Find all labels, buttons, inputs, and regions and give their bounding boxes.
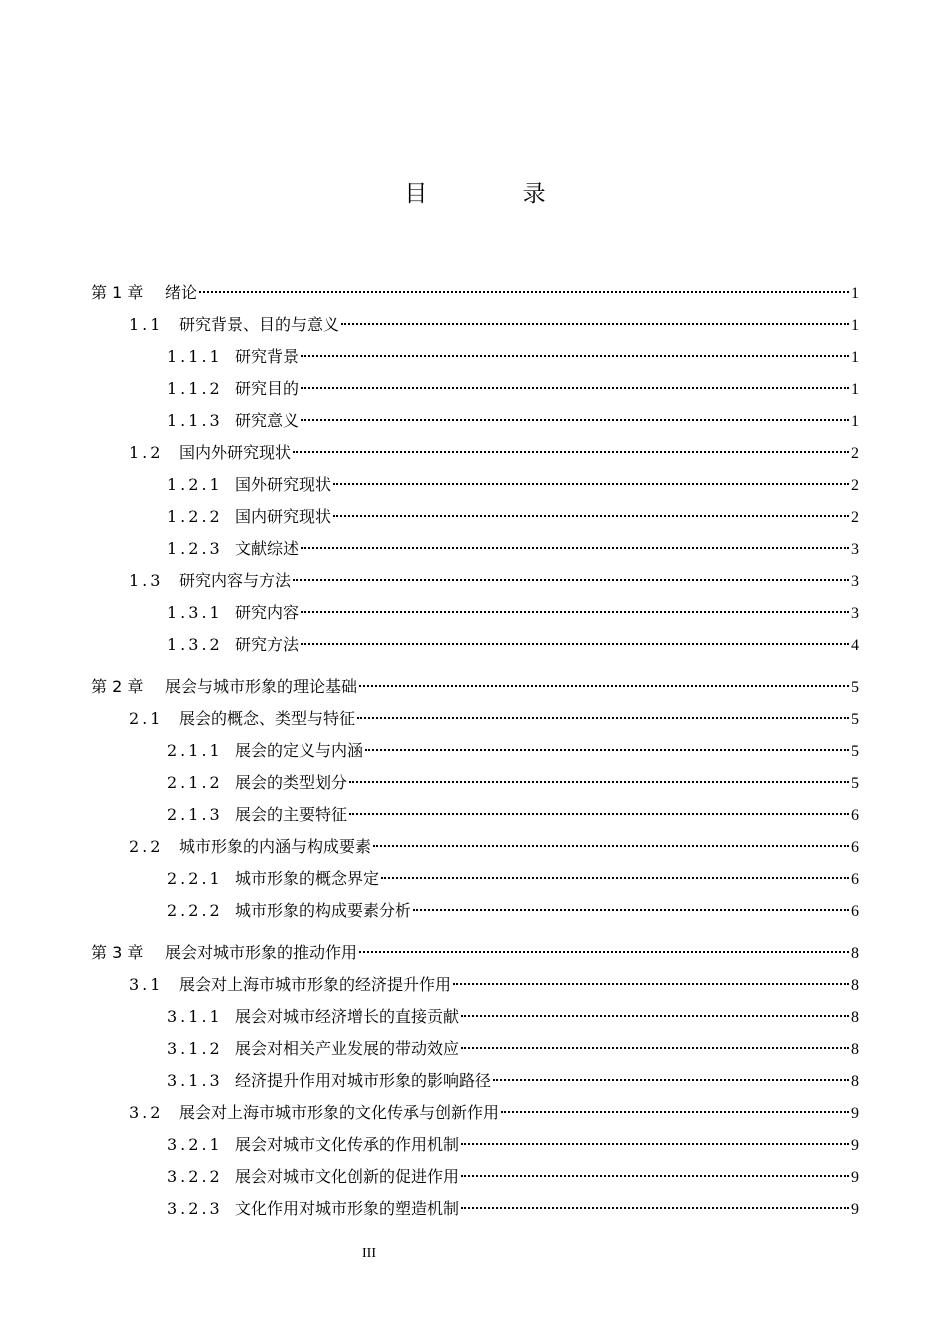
toc-subsection-entry[interactable] (91, 597, 859, 629)
toc-entry-number: 3.1.1 (167, 1007, 223, 1026)
toc-dot-leader (501, 1111, 849, 1113)
toc-dot-leader (301, 355, 849, 357)
toc-entry-number: 1.2.2 (167, 507, 223, 526)
toc-entry-title: 国外研究现状 (235, 475, 332, 494)
toc-dot-leader (301, 611, 849, 613)
toc-entry-page: 5 (851, 711, 859, 728)
toc-dot-leader (301, 419, 849, 421)
toc-subsection-entry[interactable] (91, 629, 859, 661)
toc-subsection-entry[interactable] (91, 469, 859, 501)
toc-entry-page: 9 (851, 1105, 859, 1122)
toc-subsection-entry[interactable] (91, 1193, 859, 1225)
toc-dot-leader (293, 451, 849, 453)
toc-dot-leader (301, 387, 849, 389)
toc-entry-number: 1.1 (129, 315, 164, 334)
toc-entry-title: 研究内容与方法 (179, 571, 292, 590)
table-of-contents (91, 277, 859, 1225)
toc-chapter-entry[interactable] (91, 937, 859, 969)
page-number: III (362, 1246, 376, 1261)
toc-dot-leader (349, 781, 849, 783)
toc-entry-number: 2.2 (129, 837, 164, 856)
toc-subsection-entry[interactable] (91, 767, 859, 799)
toc-entry-page: 8 (851, 1041, 859, 1058)
toc-dot-leader (453, 983, 849, 985)
toc-entry-page: 2 (851, 445, 859, 462)
toc-entry-title: 展会对上海市城市形象的文化传承与创新作用 (179, 1103, 500, 1122)
toc-section-entry[interactable] (91, 969, 859, 1001)
toc-dot-leader (301, 643, 849, 645)
toc-entry-number: 3.2.2 (167, 1167, 223, 1186)
toc-entry-title: 研究方法 (235, 635, 300, 654)
toc-entry-title: 展会对城市文化传承的作用机制 (235, 1135, 460, 1154)
toc-entry-page: 6 (851, 807, 859, 824)
toc-entry-page: 6 (851, 903, 859, 920)
toc-subsection-entry[interactable] (91, 501, 859, 533)
toc-entry-title: 研究目的 (235, 379, 300, 398)
toc-subsection-entry[interactable] (91, 373, 859, 405)
toc-entry-page: 2 (851, 509, 859, 526)
toc-dot-leader (293, 579, 849, 581)
toc-entry-title: 城市形象的构成要素分析 (235, 901, 412, 920)
toc-entry-number: 1.1.3 (167, 411, 223, 430)
toc-entry-page: 4 (851, 637, 859, 654)
toc-chapter-entry[interactable] (91, 277, 859, 309)
toc-entry-number: 2.2.2 (167, 901, 223, 920)
toc-dot-leader (461, 1175, 849, 1177)
toc-dot-leader (341, 323, 849, 325)
toc-entry-title: 展会与城市形象的理论基础 (165, 677, 358, 696)
toc-entry-number: 3.1 (129, 975, 164, 994)
toc-entry-title: 研究背景、目的与意义 (179, 315, 340, 334)
toc-subsection-entry[interactable] (91, 533, 859, 565)
toc-subsection-entry[interactable] (91, 1065, 859, 1097)
toc-entry-page: 8 (851, 1073, 859, 1090)
toc-entry-number: 1.1.1 (167, 347, 223, 366)
toc-entry-page: 5 (851, 775, 859, 792)
toc-entry-number: 1.1.2 (167, 379, 223, 398)
toc-subsection-entry[interactable] (91, 1161, 859, 1193)
toc-entry-title: 展会对上海市城市形象的经济提升作用 (179, 975, 452, 994)
toc-entry-number: 1.2 (129, 443, 164, 462)
toc-entry-number: 2.1 (129, 709, 164, 728)
toc-subsection-entry[interactable] (91, 895, 859, 927)
toc-section-entry[interactable] (91, 309, 859, 341)
toc-dot-leader (413, 909, 849, 911)
toc-entry-title: 展会的定义与内涵 (235, 741, 364, 760)
toc-entry-title: 研究背景 (235, 347, 300, 366)
toc-entry-page: 1 (851, 285, 859, 302)
toc-entry-title: 国内外研究现状 (179, 443, 292, 462)
toc-subsection-entry[interactable] (91, 863, 859, 895)
toc-entry-title: 城市形象的概念界定 (235, 869, 380, 888)
toc-entry-title: 展会的主要特征 (235, 805, 348, 824)
toc-chapter-entry[interactable] (91, 671, 859, 703)
toc-entry-page: 8 (851, 1009, 859, 1026)
toc-dot-leader (381, 877, 849, 879)
toc-entry-number: 1.2.1 (167, 475, 223, 494)
toc-entry-number: 2.1.3 (167, 805, 223, 824)
page-title: 目 录 (404, 181, 590, 207)
toc-dot-leader (461, 1015, 849, 1017)
toc-entry-title: 展会的类型划分 (235, 773, 348, 792)
toc-dot-leader (461, 1143, 849, 1145)
toc-subsection-entry[interactable] (91, 1001, 859, 1033)
toc-entry-page: 1 (851, 317, 859, 334)
toc-subsection-entry[interactable] (91, 341, 859, 373)
toc-dot-leader (349, 813, 849, 815)
toc-entry-title: 文献综述 (235, 539, 300, 558)
toc-entry-number: 第 3 章 (91, 943, 144, 962)
toc-entry-number: 2.1.1 (167, 741, 223, 760)
toc-entry-title: 展会对城市文化创新的促进作用 (235, 1167, 460, 1186)
toc-entry-number: 3.2.3 (167, 1199, 223, 1218)
toc-entry-page: 8 (851, 977, 859, 994)
toc-dot-leader (333, 483, 849, 485)
toc-entry-number: 第 2 章 (91, 677, 144, 696)
toc-entry-title: 展会的概念、类型与特征 (179, 709, 356, 728)
toc-entry-number: 1.2.3 (167, 539, 223, 558)
toc-entry-title: 展会对城市经济增长的直接贡献 (235, 1007, 460, 1026)
toc-entry-page: 1 (851, 413, 859, 430)
toc-entry-page: 6 (851, 871, 859, 888)
toc-entry-number: 第 1 章 (91, 283, 144, 302)
toc-entry-page: 5 (851, 679, 859, 696)
toc-subsection-entry[interactable] (91, 1033, 859, 1065)
toc-subsection-entry[interactable] (91, 405, 859, 437)
toc-entry-page: 1 (851, 349, 859, 366)
toc-entry-page: 5 (851, 743, 859, 760)
toc-subsection-entry[interactable] (91, 1129, 859, 1161)
toc-section-entry[interactable] (91, 565, 859, 597)
toc-dot-leader (365, 749, 849, 751)
toc-entry-page: 3 (851, 541, 859, 558)
toc-entry-page: 3 (851, 605, 859, 622)
toc-section-entry[interactable] (91, 831, 859, 863)
toc-entry-title: 文化作用对城市形象的塑造机制 (235, 1199, 460, 1218)
toc-entry-number: 1.3 (129, 571, 164, 590)
toc-subsection-entry[interactable] (91, 799, 859, 831)
toc-dot-leader (461, 1047, 849, 1049)
toc-subsection-entry[interactable] (91, 735, 859, 767)
toc-dot-leader (359, 685, 849, 687)
toc-entry-title: 研究内容 (235, 603, 300, 622)
toc-entry-number: 1.3.2 (167, 635, 223, 654)
toc-entry-title: 国内研究现状 (235, 507, 332, 526)
toc-entry-title: 研究意义 (235, 411, 300, 430)
toc-dot-leader (493, 1079, 849, 1081)
toc-dot-leader (461, 1207, 849, 1209)
toc-section-entry[interactable] (91, 437, 859, 469)
toc-entry-title: 展会对相关产业发展的带动效应 (235, 1039, 460, 1058)
toc-entry-title: 经济提升作用对城市形象的影响路径 (235, 1071, 492, 1090)
toc-entry-page: 3 (851, 573, 859, 590)
toc-entry-page: 2 (851, 477, 859, 494)
toc-section-entry[interactable] (91, 1097, 859, 1129)
toc-dot-leader (359, 951, 849, 953)
toc-dot-leader (333, 515, 849, 517)
toc-entry-number: 3.1.3 (167, 1071, 223, 1090)
toc-entry-title: 绪论 (165, 283, 198, 302)
toc-entry-number: 3.1.2 (167, 1039, 223, 1058)
toc-section-entry[interactable] (91, 703, 859, 735)
toc-entry-page: 6 (851, 839, 859, 856)
toc-dot-leader (301, 547, 849, 549)
toc-entry-page: 1 (851, 381, 859, 398)
toc-entry-page: 9 (851, 1201, 859, 1218)
toc-entry-page: 9 (851, 1169, 859, 1186)
toc-entry-number: 3.2.1 (167, 1135, 223, 1154)
toc-entry-title: 城市形象的内涵与构成要素 (179, 837, 372, 856)
toc-entry-page: 8 (851, 945, 859, 962)
toc-entry-number: 1.3.1 (167, 603, 223, 622)
toc-entry-number: 2.2.1 (167, 869, 223, 888)
toc-dot-leader (199, 291, 849, 293)
toc-entry-number: 3.2 (129, 1103, 164, 1122)
toc-entry-title: 展会对城市形象的推动作用 (165, 943, 358, 962)
toc-entry-page: 9 (851, 1137, 859, 1154)
toc-dot-leader (373, 845, 849, 847)
toc-entry-number: 2.1.2 (167, 773, 223, 792)
toc-dot-leader (357, 717, 849, 719)
